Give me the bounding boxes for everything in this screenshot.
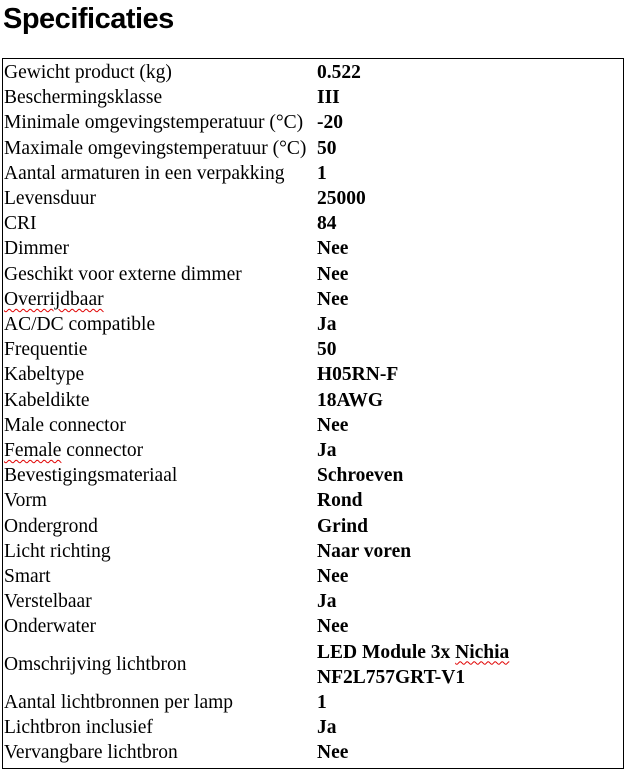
spec-value <box>317 539 623 564</box>
spec-value <box>317 136 623 161</box>
text-segment: Vervangbare lichtbron <box>4 742 178 764</box>
text-segment: Gewicht product (kg) <box>4 62 172 83</box>
text-segment: Nee <box>317 288 349 310</box>
text-segment: Male connector <box>4 414 126 436</box>
spec-value <box>317 413 623 438</box>
text-segment: Nee <box>317 566 349 588</box>
spec-label <box>3 514 317 539</box>
text-segment: Naar voren <box>317 540 412 562</box>
text-segment: 25000 <box>317 188 366 210</box>
table-row <box>3 488 623 513</box>
spec-label <box>3 262 317 287</box>
spec-label <box>3 211 317 236</box>
misspelled-word: Overrijdbaar <box>4 288 104 310</box>
table-row <box>3 388 623 413</box>
text-segment: Rond <box>317 490 363 512</box>
misspelled-word: Female <box>4 440 62 462</box>
text-segment: Ja <box>317 440 337 462</box>
text-segment: Nee <box>317 742 349 764</box>
misspelled-word: Nichia <box>455 641 510 663</box>
spec-label <box>3 463 317 488</box>
spec-label <box>3 388 317 413</box>
table-row <box>3 186 623 211</box>
spec-label <box>3 413 317 438</box>
table-row <box>3 413 623 438</box>
text-segment: 1 <box>317 162 327 184</box>
text-segment: Kabeldikte <box>4 389 90 411</box>
spec-label <box>3 337 317 362</box>
table-row <box>3 514 623 539</box>
table-row <box>3 463 623 488</box>
spec-value <box>317 690 623 715</box>
table-row <box>3 85 623 110</box>
text-segment: 50 <box>317 339 337 361</box>
spec-label <box>3 652 317 677</box>
spec-value <box>317 236 623 261</box>
spec-value <box>317 438 623 463</box>
spec-value <box>317 640 623 690</box>
spec-value <box>317 312 623 337</box>
text-segment: Lichtbron inclusief <box>4 717 153 739</box>
spec-value <box>317 60 623 85</box>
text-segment: Geschikt voor externe dimmer <box>4 263 242 285</box>
spec-label <box>3 589 317 614</box>
text-segment: Frequentie <box>4 339 88 361</box>
text-segment: Ja <box>317 314 337 336</box>
text-segment: Ja <box>317 717 337 739</box>
text-segment: Ja <box>317 591 337 613</box>
spec-label <box>3 161 317 186</box>
text-segment: III <box>317 87 340 109</box>
specifications-table <box>2 58 624 769</box>
table-row <box>3 110 623 135</box>
text-segment: -20 <box>317 112 343 134</box>
spec-value <box>317 110 623 135</box>
spec-label <box>3 438 317 463</box>
text-segment: Beschermingsklasse <box>4 87 163 109</box>
spec-value <box>317 337 623 362</box>
spec-value <box>317 614 623 639</box>
text-segment: LED Module 3x <box>317 641 456 663</box>
spec-value <box>317 85 623 110</box>
spec-value <box>317 463 623 488</box>
table-row <box>3 539 623 564</box>
table-row <box>3 690 623 715</box>
text-segment: NF2L757GRT-V1 <box>317 666 466 688</box>
text-segment: Ondergrond <box>4 515 98 537</box>
spec-label <box>3 539 317 564</box>
table-row <box>3 287 623 312</box>
table-row <box>3 715 623 740</box>
spec-label <box>3 362 317 387</box>
text-segment: CRI <box>4 213 37 235</box>
spec-value <box>317 362 623 387</box>
text-segment: 50 <box>317 137 337 159</box>
spec-label <box>3 312 317 337</box>
spec-label <box>3 614 317 639</box>
table-row <box>3 438 623 463</box>
text-segment: Dimmer <box>4 238 69 260</box>
table-row <box>3 236 623 261</box>
table-row <box>3 211 623 236</box>
table-row <box>3 60 623 85</box>
text-segment: Licht richting <box>4 540 111 562</box>
spec-value <box>317 589 623 614</box>
table-row <box>3 740 623 765</box>
spec-value <box>317 740 623 765</box>
spec-label <box>3 60 317 85</box>
table-row <box>3 337 623 362</box>
table-row <box>3 136 623 161</box>
text-segment: Aantal armaturen in een verpakking <box>4 162 285 184</box>
spec-value <box>317 287 623 312</box>
table-row <box>3 362 623 387</box>
spec-label <box>3 287 317 312</box>
table-row <box>3 589 623 614</box>
spec-label <box>3 690 317 715</box>
text-segment: Verstelbaar <box>4 591 92 613</box>
text-segment: Nee <box>317 263 349 285</box>
text-segment: Nee <box>317 414 349 436</box>
text-segment: Maximale omgevingstemperatuur (°C) <box>4 137 307 159</box>
text-segment: AC/DC compatible <box>4 314 156 336</box>
text-segment: connector <box>61 440 144 462</box>
text-segment: Onderwater <box>4 616 97 638</box>
spec-value <box>317 186 623 211</box>
text-segment: H05RN-F <box>317 364 399 386</box>
text-segment: Nee <box>317 238 349 260</box>
text-segment: 84 <box>317 213 337 235</box>
table-row <box>3 262 623 287</box>
text-segment: Bevestigingsmateriaal <box>4 465 178 487</box>
text-segment: Aantal lichtbronnen per lamp <box>4 692 234 714</box>
spec-value <box>317 161 623 186</box>
spec-label <box>3 186 317 211</box>
spec-label <box>3 110 317 135</box>
spec-label <box>3 236 317 261</box>
spec-value <box>317 715 623 740</box>
spec-label <box>3 564 317 589</box>
text-segment: Nee <box>317 616 349 638</box>
table-row <box>3 161 623 186</box>
spec-label <box>3 85 317 110</box>
table-row <box>3 614 623 639</box>
table-row <box>3 312 623 337</box>
text-segment: Grind <box>317 515 368 537</box>
text-segment: 0.522 <box>317 62 361 83</box>
text-segment: Kabeltype <box>4 364 85 386</box>
text-segment: Levensduur <box>4 188 97 210</box>
text-segment: Minimale omgevingstemperatuur (°C) <box>4 112 304 134</box>
page-title: Specificaties <box>3 3 174 35</box>
text-segment: Schroeven <box>317 465 404 487</box>
table-row <box>3 640 623 690</box>
spec-label <box>3 740 317 765</box>
spec-value <box>317 514 623 539</box>
table-row <box>3 564 623 589</box>
spec-label <box>3 488 317 513</box>
spec-value <box>317 262 623 287</box>
spec-label <box>3 715 317 740</box>
text-segment: 1 <box>317 692 327 714</box>
text-segment: Vorm <box>4 490 47 512</box>
spec-value <box>317 564 623 589</box>
text-segment: Omschrijving lichtbron <box>4 654 187 676</box>
spec-value <box>317 388 623 413</box>
spec-label <box>3 136 317 161</box>
spec-value <box>317 488 623 513</box>
spec-value <box>317 211 623 236</box>
text-segment: 18AWG <box>317 389 384 411</box>
text-segment: Smart <box>4 566 51 588</box>
